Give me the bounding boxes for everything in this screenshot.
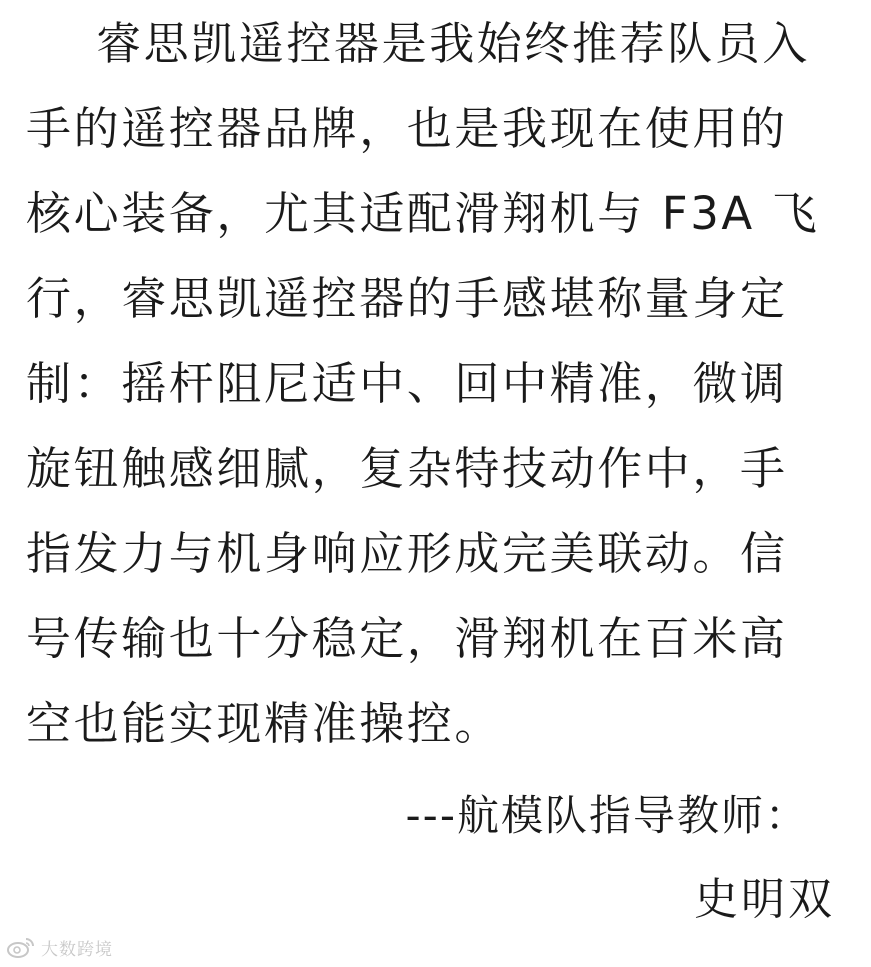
paragraph-line-7: 指发力与机身响应形成完美联动。信 [26,527,788,580]
watermark [6,932,113,962]
paragraph-line-2: 手的遥控器品牌，也是我现在使用的 [26,102,788,155]
paragraph-line-4: 行，睿思凯遥控器的手感堪称量身定 [26,272,788,325]
paragraph-line-8: 号传输也十分稳定，滑翔机在百米高 [26,612,788,665]
watermark-text: 大数跨境 [41,939,113,960]
paragraph-line-6: 旋钮触感细腻，复杂特技动作中，手 [26,442,788,495]
paragraph-line-9: 空也能实现精准操控。 [26,697,503,750]
paragraph-line-1: 睿思凯遥控器是我始终推荐队员入 [96,17,811,70]
signature-name: 史明双 [694,874,835,925]
weibo-logo-icon [6,935,36,959]
signature-title: ---航模队指导教师： [405,791,809,840]
paragraph-line-5: 制：摇杆阻尼适中、回中精准，微调 [26,357,788,410]
paragraph-line-3: 核心装备，尤其适配滑翔机与 F3A 飞 [26,187,820,240]
